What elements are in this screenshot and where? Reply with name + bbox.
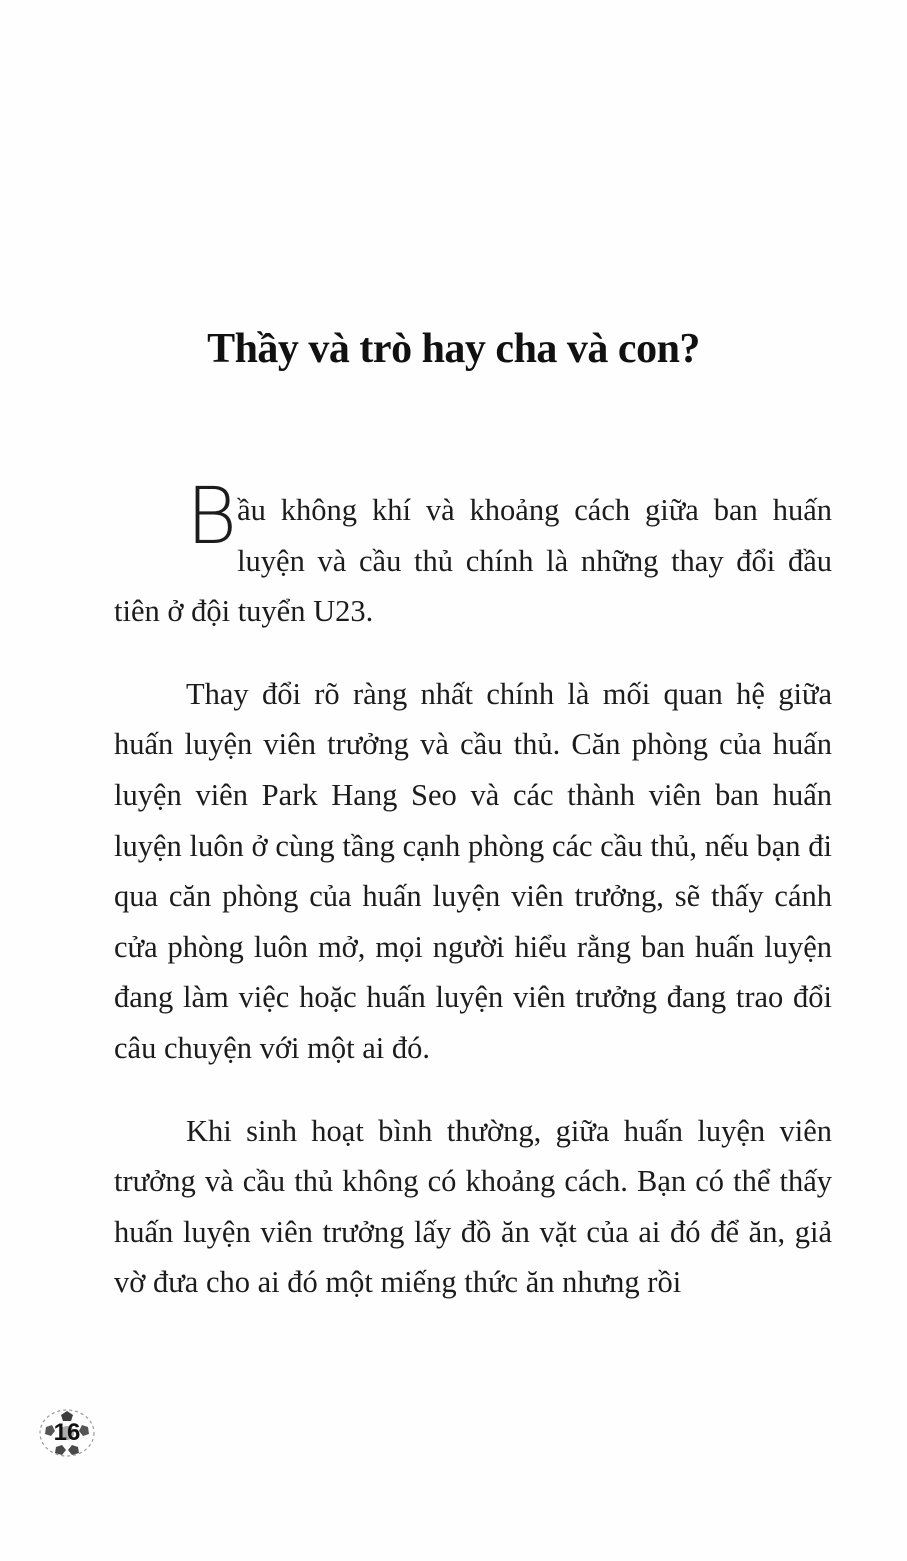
paragraph-1 [114,472,832,637]
paragraph-2: Thay đổi rõ ràng nhất chính là mối quan hệ giữa huấn luyện viên trưởng và cầu thủ. Căn phòng của huấn luyện viên Park Hang Seo và các thành viên ban huấn luyện luôn ở cùng tầng cạnh phòng các cầu thủ, nếu bạn đi qua căn phòng của huấn luyện viên trưởng, sẽ thấy cánh cửa phòng luôn mở, mọi người hiểu rằng ban huấn luyện đang làm việc hoặc huấn luyện viên trưởng đang trao đổi câu chuyện với một ai đó. [114,676,832,1065]
page-number: 16 [53,1419,81,1446]
drop-cap: B [186,472,238,562]
paragraph-3: Khi sinh hoạt bình thường, giữa huấn luyện viên trưởng và cầu thủ không có khoảng cách. Bạn có thể thấy huấn luyện viên trưởng lấy đồ ăn vặt của ai đó để ăn, giả vờ đưa cho ai đó một miếng thức ăn nhưng rồi [114,1113,832,1300]
paragraph-1-text: ầu không khí và khoảng cách giữa ban huấn luyện và cầu thủ chính là những thay đổi đầu tiên ở đội tuyển U23. [114,493,832,629]
chapter-title: Thầy và trò hay cha và con? [207,326,700,372]
page-number-badge [36,1407,98,1459]
body-text [114,472,832,1340]
